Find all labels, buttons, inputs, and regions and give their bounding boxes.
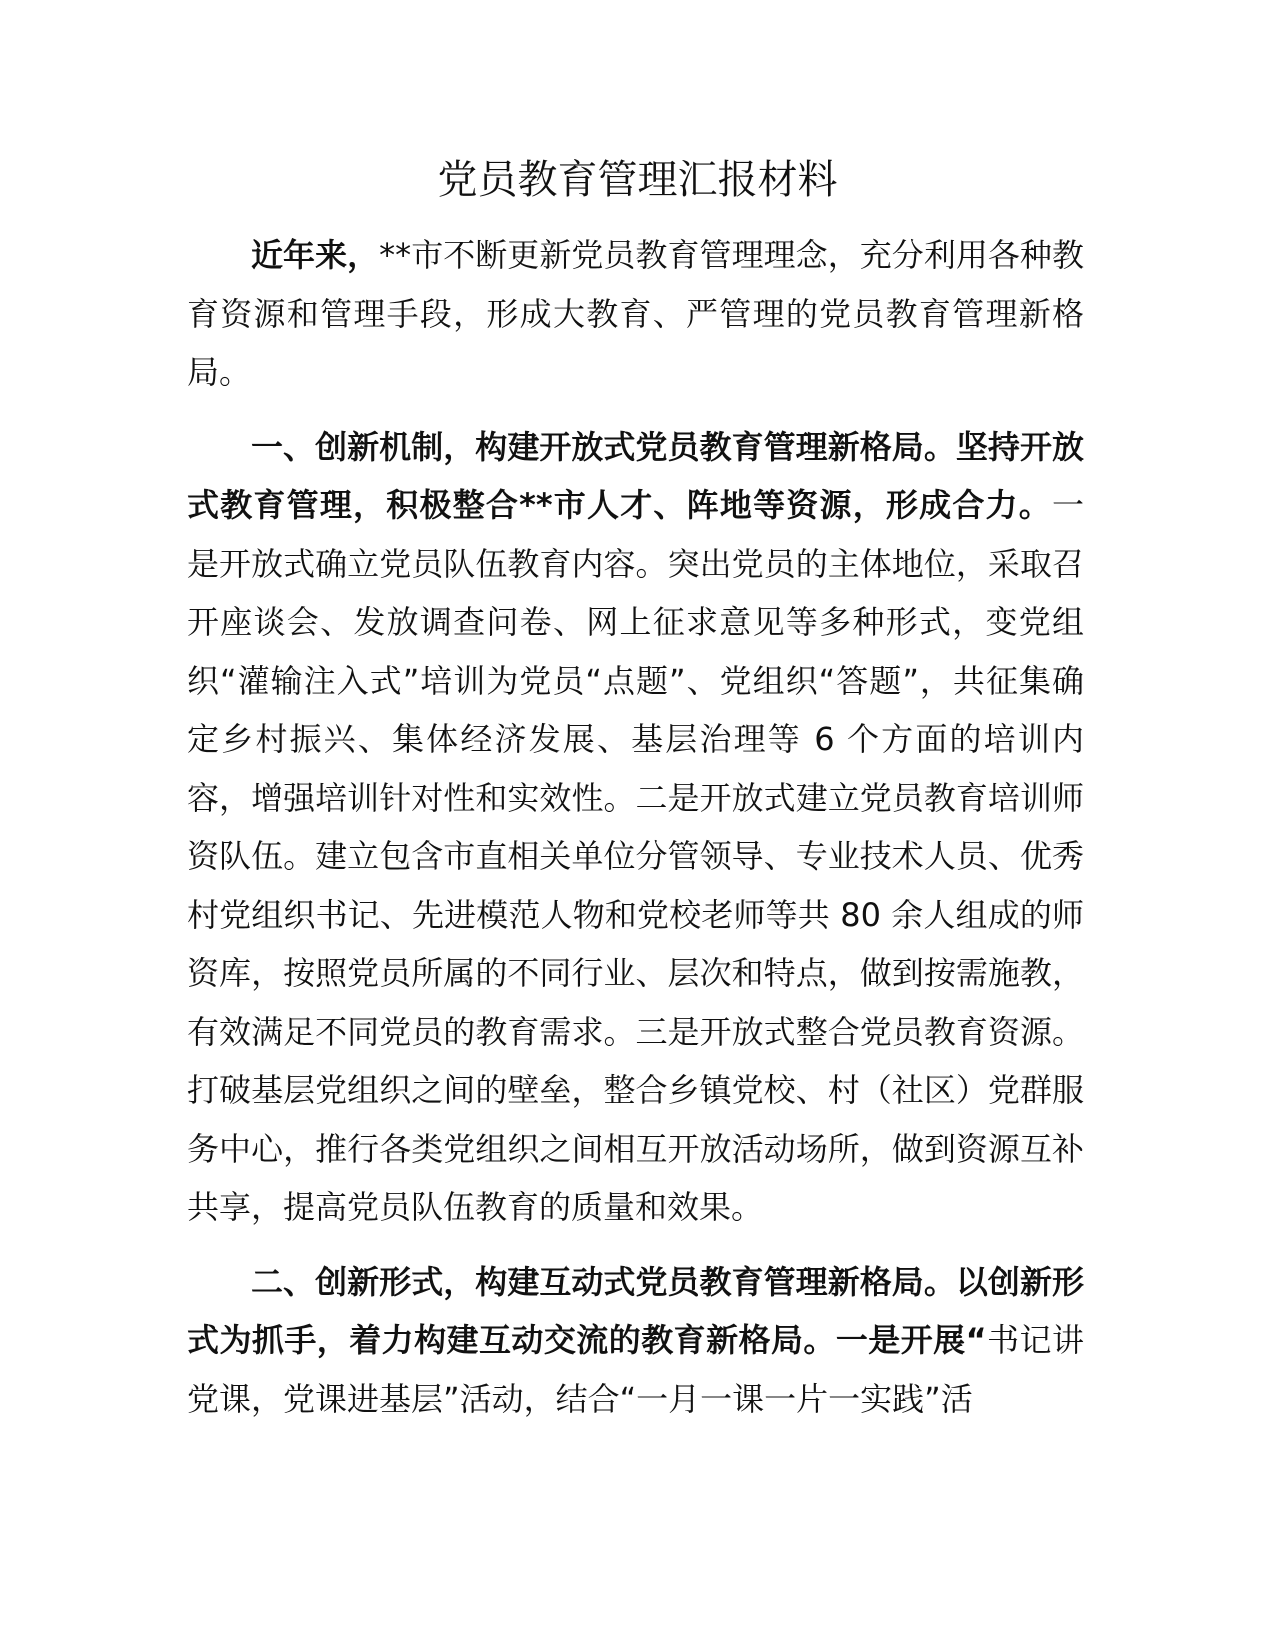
document-body (187, 226, 1084, 1428)
paragraph-lead: 二、创新形式，构建互动式党员教育管理新格局。以创新形式为抓手，着力构建互动交流的教育新格局。一是开展“ (187, 1262, 1084, 1359)
paragraph-text: **市不断更新党员教育管理理念，充分利用各种教育资源和管理手段，形成大教育、严管理的党员教育管理新格局。 (187, 236, 1084, 391)
paragraph-text: 一是开放式确立党员队伍教育内容。突出党员的主体地位，采取召开座谈会、发放调查问卷、网上征求意见等多种形式，变党组织“灌输注入式”培训为党员“点题”、党组织“答题”，共征集确定乡村振兴、集体经济发展、基层治理等 6 个方面的培训内容，增强培训针对性和实效性。二是开放式建立党员教育培训师资队伍。建立包含市直相关单位分管领导、专业技术人员、优秀村党组织书记、先进模范人物和党校老师等共 80 余人组成的师资库，按照党员所属的不同行业、层次和特点，做到按需施教，有效满足不同党员的教育需求。三是开放式整合党员教育资源。打破基层党组织之间的壁垒，整合乡镇党校、村（社区）党群服务中心，推行各类党组织之间相互开放活动场所，做到资源互补共享，提高党员队伍教育的质量和效果。 (187, 486, 1084, 1226)
paragraph-lead: 一、创新机制，构建开放式党员教育管理新格局。坚持开放式教育管理，积极整合**市人才、阵地等资源，形成合力。 (187, 427, 1084, 524)
paragraph-section-2 (187, 1253, 1084, 1429)
paragraph-text: 书记讲党课，党课进基层”活动，结合“一月一课一片一实践”活 (187, 1321, 1084, 1418)
paragraph-lead: 近年来， (251, 236, 380, 274)
paragraph-section-1 (187, 418, 1084, 1237)
paragraph-intro (187, 226, 1084, 402)
document-title: 党员教育管理汇报材料 (437, 157, 838, 203)
